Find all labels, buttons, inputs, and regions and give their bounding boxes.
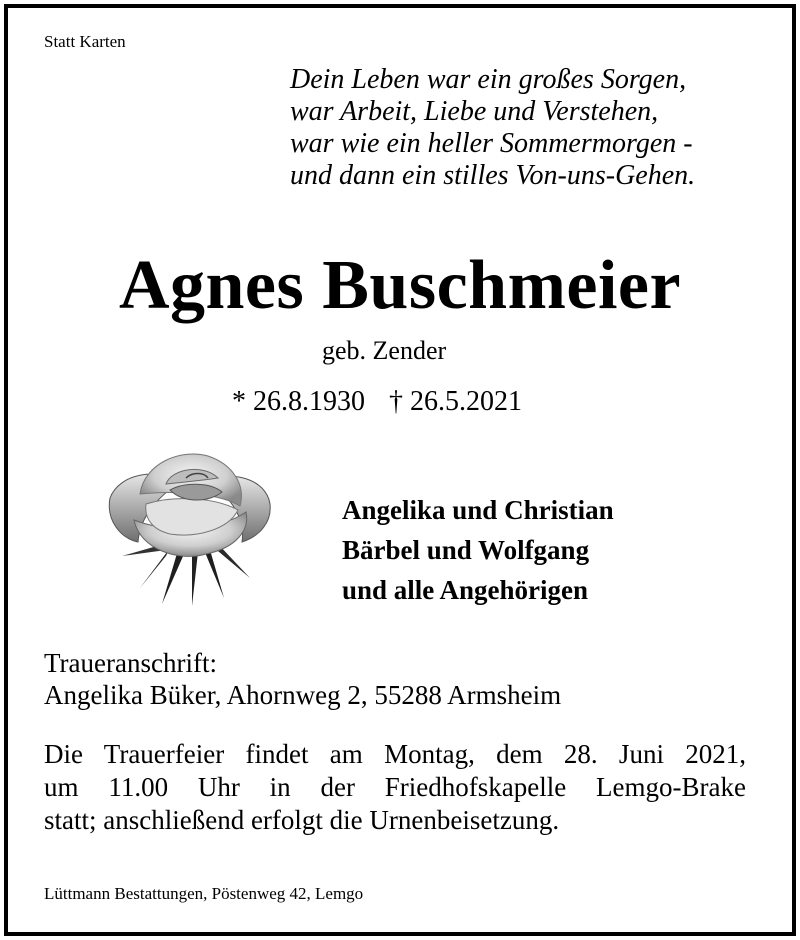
poem-line: war Arbeit, Liebe und Verstehen, [290,96,659,127]
ceremony-line: Die Trauerfeier findet am Montag, dem 28. Juni 2021, [44,739,746,769]
life-dates [232,386,522,418]
poem-line: Dein Leben war ein großes Sorgen, [290,64,687,95]
mourner-line: Bärbel und Wolfgang [342,535,590,565]
ceremony-text [44,738,746,837]
deceased-name: Agnes Buschmeier [118,247,682,324]
maiden-name: geb. Zender [322,336,447,365]
mourners-list [342,490,614,610]
address-label: Traueranschrift: [44,648,217,678]
mourner-line: Angelika und Christian [342,495,614,525]
poem [290,64,695,192]
statt-karten-text: Statt Karten [44,32,126,51]
funeral-home: Lüttmann Bestattungen, Pöstenweg 42, Lemgo [44,884,364,903]
death-date: † 26.5.2021 [389,386,522,417]
address-value: Angelika Büker, Ahornweg 2, 55288 Armsheim [44,680,562,710]
poem-line: und dann ein stilles Von-uns-Gehen. [290,160,696,191]
rose-icon [100,438,280,606]
poem-line: war wie ein heller Sommermorgen - [290,128,693,159]
birth-date: * 26.8.1930 [232,386,365,417]
mourner-line: und alle Angehörigen [342,575,589,605]
ceremony-line: statt; anschließend erfolgt die Urnenbeisetzung. [44,805,560,835]
ceremony-line: um 11.00 Uhr in der Friedhofskapelle Lemgo-Brake [44,772,746,802]
